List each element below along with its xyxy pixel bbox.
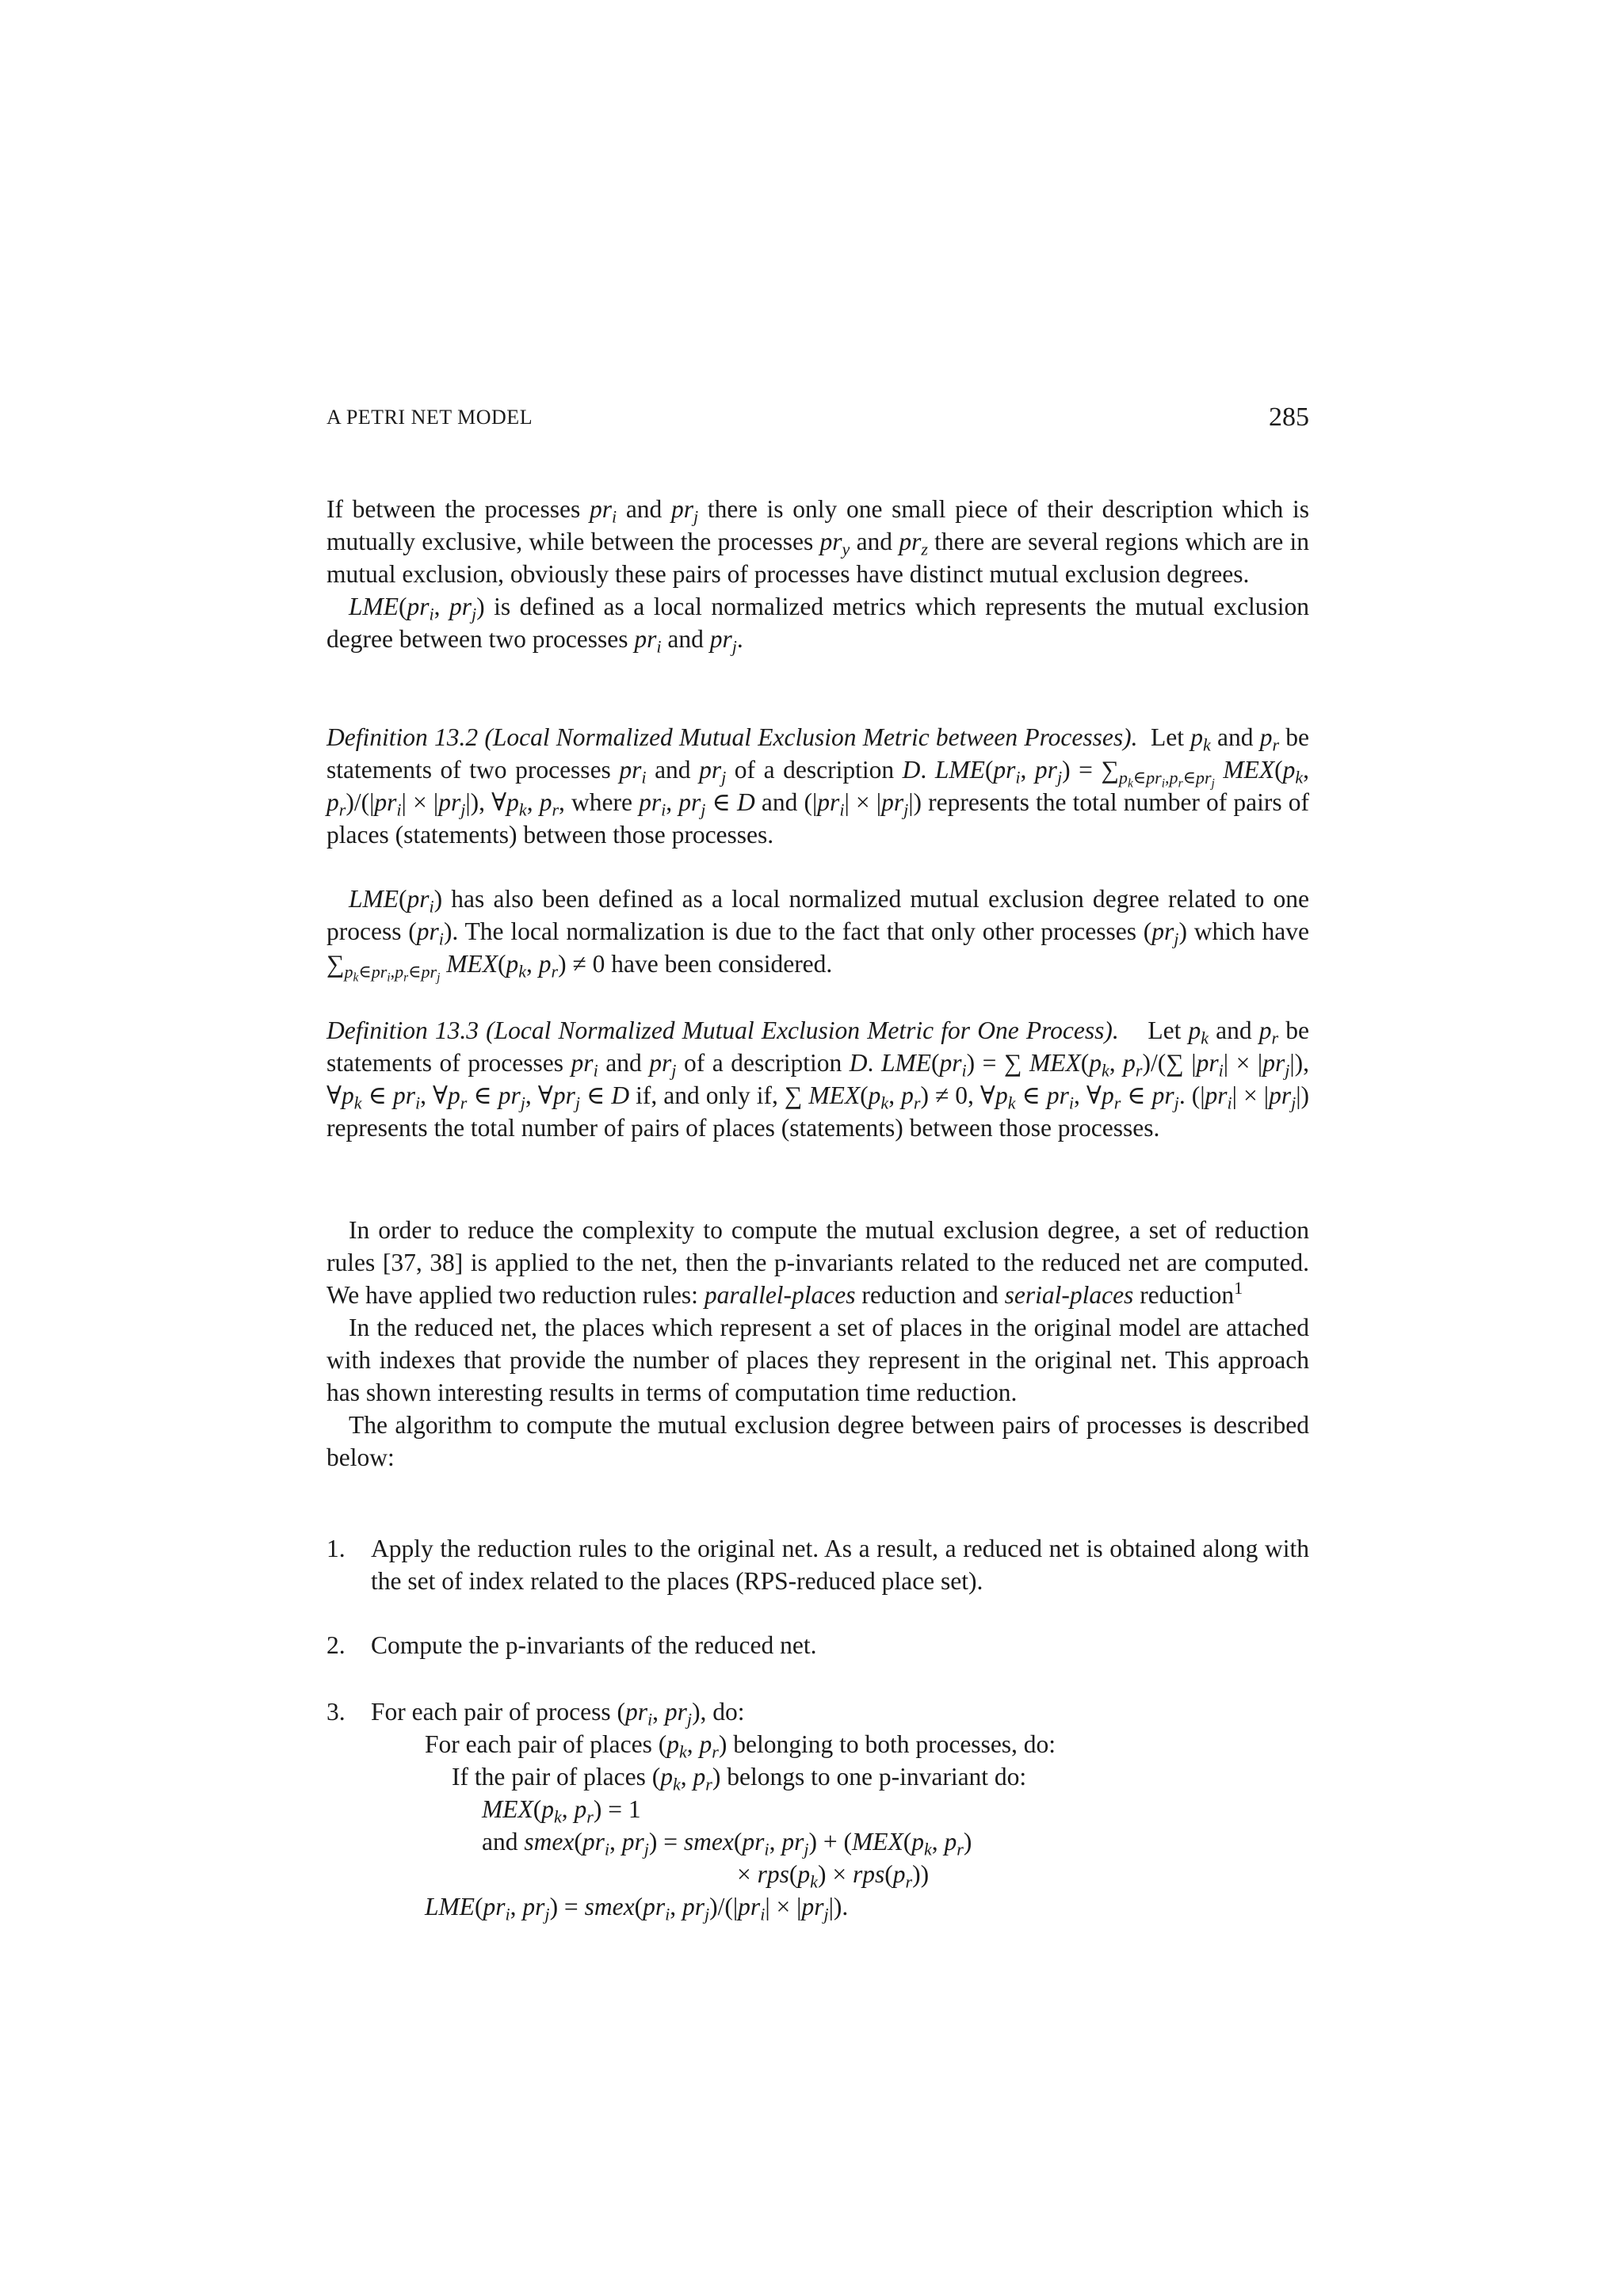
paragraph-lme-definition: $LME(pr_i$, $pr_j$) is defined as a local normalized metrics which represents the mutual exclusion degree between two processes $pr_i$ and $pr_j$.: [327, 593, 1310, 657]
paragraph-lme-one: [327, 883, 1309, 985]
step-number: 1.: [327, 1535, 346, 1562]
algorithm-line-6: $LME(pr_i$, $pr_j$) = $smex(pr_i$, $pr_j)/(|pr_i| \times |pr_j|)$.: [425, 1893, 849, 1924]
step-text: For each pair of process ($pr_i$, $pr_j$), do:: [371, 1698, 745, 1730]
algorithm-line-2: If the pair of places ($p_k$, $p_r$) belongs to one p-invariant do:: [452, 1763, 1027, 1794]
list-item-step-1: [327, 1532, 1309, 1597]
definition-13-2-text: Definition 13.2 (Local Normalized Mutual Exclusion Metric between Processes). Let $p_k$ and $p_r$ be statements of two processes $pr_i$ and $pr_j$ of a description D. $LME(pr_i$, $pr_j) = \sum_{p_k\in pr_i,p_r\in pr_j}$ $MEX(p_k$, $p_r)/(|pr_i| \times |pr_j|)$, $\forall p_k$, $p_r$, where $pr_i$, $pr_j$ ∈ D and $(|pr_i| \times |pr_j|)$ represents the total number of pairs of places (statements) between those processes.: [327, 723, 1310, 849]
list-item-step-3: [327, 1695, 1309, 1728]
paragraph-algorithm-intro: The algorithm to compute the mutual exclusion degree between pairs of processes is described below:: [327, 1411, 1309, 1471]
definition-13-3-title: Definition 13.3 (Local Normalized Mutual Exclusion Metric for One Process).: [327, 1016, 1119, 1044]
paragraph-intro-text: If between the processes $pr_i$ and $pr_j$ there is only one small piece of their description which is mutually exclusive, while between the processes $pr_y$ and $pr_z$ there are several regions which are in mutual exclusion, obviously these pairs of processes have distinct mutual exclusion degrees.: [327, 495, 1310, 588]
algorithm-line-1: For each pair of places ($p_k$, $p_r$) belonging to both processes, do:: [425, 1730, 1056, 1762]
definition-13-3: [327, 1014, 1309, 1144]
paragraph-reduction-rules: In order to reduce the complexity to compute the mutual exclusion degree, a set of reduction rules [37, 38] is applied to the net, then the p-invariants related to the reduced net are computed. We have applied two reduction rules: parallel-places reduction and serial-places reduction$^1$: [327, 1216, 1309, 1309]
definition-13-3-text: Definition 13.3 (Local Normalized Mutual Exclusion Metric for One Process). Let $p_k$ and $p_r$ be statements of processes $pr_i$ and $pr_j$ of a description D. $LME(pr_i)$ = ∑ $MEX(p_k$, $p_r)/(\sum$ $|pr_i| \times |pr_j|$), $\forall p_k$ ∈ $pr_i$, $\forall p_r$ ∈ $pr_j$, $\forall pr_j$ ∈ D if, and only if, ∑ $MEX(p_k$, $p_r) \ne 0$, $\forall p_k$ ∈ $pr_i$, $\forall p_r$ ∈ $pr_j$. $(|pr_i| \times |pr_j|)$ represents the total number of pairs of places (statements) between those processes.: [327, 1016, 1310, 1142]
paragraph-reduction: [327, 1214, 1309, 1474]
step-text: Apply the reduction rules to the original net. As a result, a reduced net is obtained along with the set of index related to the places (RPS-reduced place set).: [371, 1535, 1309, 1595]
step-number: 3.: [327, 1698, 346, 1726]
paragraph-lme-one-text: $LME(pr_i)$ has also been defined as a local normalized mutual exclusion degree related to one process $(pr_i)$. The local normalization is due to the fact that only other processes $(pr_j)$ which have $\sum_{p_k\in pr_i,p_r\in pr_j}$ $MEX(p_k$, $p_r) \ne 0$ have been considered.: [327, 885, 1309, 985]
list-item-step-2: [327, 1629, 1309, 1661]
definition-13-2: [327, 721, 1309, 851]
paragraph-intro: [327, 493, 1309, 655]
algorithm-line-3: $MEX(p_k$, $p_r) = 1$: [482, 1795, 641, 1827]
page-number: 285: [1269, 402, 1309, 432]
term-serial-places: serial-places: [1004, 1281, 1134, 1309]
step-text: Compute the p-invariants of the reduced net.: [371, 1631, 817, 1659]
running-title: A PETRI NET MODEL: [327, 406, 533, 429]
page-header: [327, 402, 1309, 437]
definition-13-2-title: Definition 13.2 (Local Normalized Mutual Exclusion Metric between Processes).: [327, 723, 1138, 751]
paragraph-reduced-net: In the reduced net, the places which represent a set of places in the original model are attached with indexes that provide the number of places they represent in the original net. This approach has shown interesting results in terms of computation time reduction.: [327, 1314, 1309, 1406]
algorithm-line-5: × $rps(p_k) \times rps(p_r)$): [737, 1860, 930, 1892]
algorithm-line-4: and $smex(pr_i$, $pr_j$) = $smex(pr_i$, $pr_j) + (MEX(p_k$, $p_r$): [482, 1828, 972, 1859]
footnote-marker: 1: [1234, 1277, 1243, 1298]
step-number: 2.: [327, 1631, 346, 1659]
term-parallel-places: parallel-places: [704, 1281, 856, 1309]
